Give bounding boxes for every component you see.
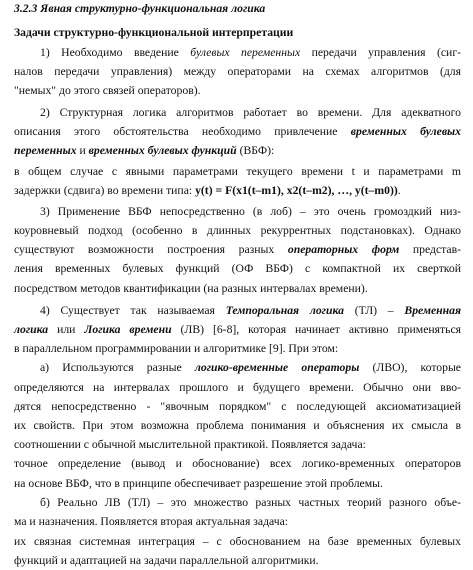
text-line <box>14 260 461 278</box>
emphasis-span: Темпоральная логика <box>225 304 344 317</box>
text-span: их связная системная интеграция – с обоснованием на базе временных булевых <box>14 535 461 548</box>
emphasis-span: Логика времени <box>84 323 172 336</box>
text-line <box>14 455 461 473</box>
text-line <box>14 417 461 435</box>
text-line <box>14 513 461 531</box>
text-span: "немых" до этого связей операторов). <box>14 84 201 97</box>
text-span: точное определение (вывод и обоснование) всех логико-временных операторов <box>14 457 461 470</box>
subheading: Задачи структурно-функциональной интерпретации <box>14 26 294 39</box>
text-span: или <box>48 323 85 336</box>
emphasis-span: булевых переменных <box>190 46 301 59</box>
text-line <box>14 123 461 141</box>
text-span: 4) Существует так называемая <box>40 304 226 317</box>
text-line <box>14 436 461 454</box>
text-line <box>40 104 461 122</box>
text-span: . <box>397 184 401 197</box>
text-line <box>40 302 461 320</box>
text-line <box>14 533 461 551</box>
text-line <box>14 475 461 493</box>
text-span: ления временных булевых функций (ОФ ВБФ) с компактной их сверткой <box>14 262 461 275</box>
text-span: задержки (сдвига) во времени типа: <box>14 184 196 197</box>
text-span: 2) Структурная логика алгоритмов работает во времени. Для адекватного <box>40 106 461 119</box>
text-line <box>14 552 461 570</box>
text-span: (ВБФ): <box>236 144 275 157</box>
text-line <box>40 494 461 512</box>
text-line <box>14 142 461 160</box>
emphasis-span: Временная <box>404 304 461 317</box>
emphasis-span: временных булевых функций <box>88 144 237 157</box>
text-span: и <box>76 144 89 157</box>
emphasis-span: логика <box>14 323 49 336</box>
text-span: соотношении с обычной мыслительной практикой. Появляется задача: <box>14 438 366 451</box>
text-span: 3) Применение ВБФ непосредственно (в лоб) – это очень громоздкий низ- <box>40 205 461 218</box>
text-line <box>14 163 461 181</box>
text-span: (ЛВО), которые <box>359 361 461 374</box>
text-span: 1) Необходимо введение <box>40 46 191 59</box>
section-heading: 3.2.3 Явная структурно-функциональная логика <box>14 2 266 15</box>
text-span: а) Используются разные <box>40 361 195 374</box>
text-span: б) Реально ЛВ (ТЛ) – это множество разных частных теорий разного объе- <box>40 496 461 509</box>
emphasis-span: временных булевых <box>350 125 461 138</box>
text-line <box>14 241 461 259</box>
text-span: в параллельном программировании и алгоритмике [9]. При этом: <box>14 342 339 355</box>
text-span: в общем случае с явными параметрами текущего времени t и параметрами m <box>14 165 461 178</box>
emphasis-span: y(t) = F(x1(t–m1), x2(t–m2), …, y(t–m0)) <box>195 184 398 197</box>
emphasis-span: операторных форм <box>287 243 400 256</box>
text-span: описания этого обстоятельства необходимо привлечение <box>14 125 351 138</box>
text-span: налов передачи управления) между операторами на схемах алгоритмов (для <box>14 65 461 78</box>
text-span: посредством методов квантификации (на разных интервалах времени). <box>14 282 368 295</box>
emphasis-span: переменных <box>14 144 77 157</box>
text-span: определяются на интервалах прошлого и будущего времени. Обычно они вво- <box>14 381 461 394</box>
text-span: их свойств. При этом возможна проблема понимания и объяснения их смысла в <box>14 419 461 432</box>
text-line <box>14 321 461 339</box>
text-line <box>40 44 461 62</box>
text-span: существуют возможности построения разных <box>14 243 288 256</box>
text-line <box>14 182 461 200</box>
text-line <box>14 280 461 298</box>
text-line <box>14 340 461 358</box>
text-span: (ЛВ) [6-8], которая начинает активно применяться <box>171 323 462 336</box>
text-span: (ТЛ) – <box>343 304 405 317</box>
text-line <box>14 398 461 416</box>
text-line <box>14 63 461 81</box>
text-line <box>40 359 461 377</box>
text-line <box>14 82 461 100</box>
text-line <box>14 222 461 240</box>
text-span: передачи управления (сиг- <box>300 46 462 59</box>
text-span: функций и адаптацией на задачи параллельной алгоритмики. <box>14 554 319 567</box>
text-line <box>40 203 461 221</box>
text-span: дятся непосредственно - "явочным порядком" с последующей аксиоматизацией <box>14 400 461 413</box>
text-span: представ- <box>399 243 462 256</box>
text-line <box>14 379 461 397</box>
text-span: на основе ВБФ, что в принципе обеспечивает разрешение этой проблемы. <box>14 477 383 490</box>
emphasis-span: логико-временные операторы <box>194 361 360 374</box>
text-span: ма и назначения. Появляется вторая актуальная задача: <box>14 515 289 528</box>
text-span: коуровневый подход (особенно в длинных рекуррентных подстановках). Однако <box>14 224 461 237</box>
